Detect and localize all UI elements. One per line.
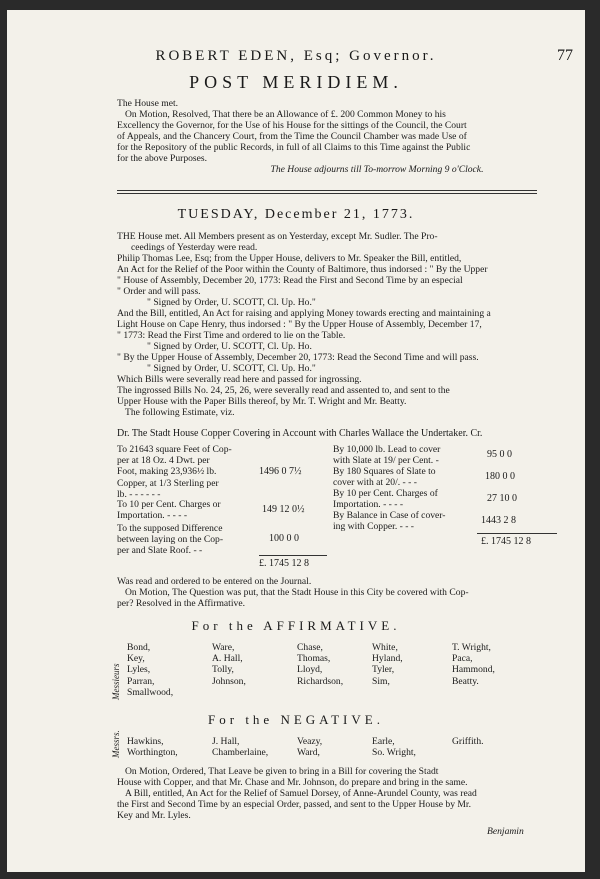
text-line: for the above Purposes. <box>117 153 208 164</box>
member-name: Veazy, <box>297 736 323 747</box>
text-line: Was read and ordered to be entered on the Journal. <box>117 576 312 587</box>
text-line: THE House met. All Members present as on Yesterday, except Mr. Sudler. The Pro- <box>117 231 438 242</box>
member-name: Ware, <box>212 642 235 653</box>
text-line: with Slate at 19/ per Cent. - <box>333 455 439 467</box>
member-name: Bond, <box>127 642 151 653</box>
negative-column <box>372 736 416 758</box>
debit-amount: 100 0 0 <box>269 533 299 544</box>
member-name: A. Hall, <box>212 653 243 665</box>
messieurs-label: Messieurs <box>111 663 121 700</box>
text-line: lb. - - - - - - <box>117 488 161 500</box>
credit-entry <box>333 466 473 488</box>
text-line: On Motion, Resolved, That there be an Allowance of £. 200 Common Money to his <box>125 109 446 120</box>
text-line: per? Resolved in the Affirmative. <box>117 598 245 609</box>
negative-heading: For the NEGATIVE. <box>208 712 384 727</box>
credit-entry <box>333 444 473 466</box>
text-line: A Bill, entitled, An Act for the Relief of Samuel Dorsey, of Anne-Arundel County, was read <box>125 788 477 799</box>
affirmative-column <box>452 642 495 687</box>
divider <box>117 190 537 191</box>
member-name: Tolly, <box>212 664 234 676</box>
text-line: per and Slate Roof. - - <box>117 545 203 557</box>
date-heading: TUESDAY, December 21, 1773. <box>177 207 415 222</box>
running-header: ROBERT EDEN, Esq; Governor. <box>155 48 437 64</box>
text-line: By 10,000 lb. Lead to cover <box>333 444 441 455</box>
member-name: Chamberlaine, <box>212 747 269 759</box>
credit-amount: 95 0 0 <box>487 449 512 460</box>
text-line: The following Estimate, viz. <box>125 407 235 418</box>
member-name: J. Hall, <box>212 736 240 747</box>
member-name: Earle, <box>372 736 395 747</box>
member-name: Sim, <box>372 675 390 687</box>
member-name: T. Wright, <box>452 642 491 653</box>
text-line: Which Bills were severally read here and passed for ingrossing. <box>117 374 362 385</box>
document-page <box>7 10 585 872</box>
credit-amount: 1443 2 8 <box>481 515 516 526</box>
text-line: " By the Upper House of Assembly, December 20, 1773: Read the Second Time and will pass. <box>117 352 479 363</box>
closing-paragraph <box>117 766 557 821</box>
affirmative-column <box>297 642 343 687</box>
text-line: By 180 Squares of Slate to <box>333 466 436 477</box>
catchword: Benjamin <box>487 826 524 837</box>
text-line: Excellency the Governor, for the Use of his House for the sittings of the Council, the Court <box>117 120 467 131</box>
text-line: " Signed by Order, U. SCOTT, Cl. Up. Ho. <box>147 341 312 352</box>
text-line: ing with Copper. - - - <box>333 521 415 533</box>
text-line: By 10 per Cent. Charges of <box>333 488 438 499</box>
member-name: Hammond, <box>452 664 495 676</box>
text-line: Importation. - - - - <box>333 499 404 511</box>
affirmative-column <box>372 642 403 687</box>
debit-total: £. 1745 12 8 <box>259 558 309 569</box>
pm-paragraph <box>117 98 557 175</box>
member-name: Paca, <box>452 653 473 665</box>
debit-amount: 149 12 0½ <box>262 504 305 515</box>
affirmative-column <box>212 642 246 687</box>
negative-column <box>127 736 178 758</box>
member-name: Lloyd, <box>297 664 323 676</box>
text-line: On Motion, Ordered, That Leave be given to bring in a Bill for covering the Stadt <box>125 766 439 777</box>
text-line: An Act for the Relief of the Poor within the County of Baltimore, thus indorsed : " By the Upper <box>117 264 488 275</box>
text-line: By Balance in Case of cover- <box>333 510 446 521</box>
text-line: cover with at 20/. - - - <box>333 477 417 489</box>
negative-column <box>297 736 322 758</box>
text-line: The ingrossed Bills No. 24, 25, 26, were severally read and assented to, and sent to the <box>117 385 450 396</box>
text-line: " Signed by Order, U. SCOTT, Cl. Up. Ho." <box>147 297 316 308</box>
credit-entry <box>333 510 473 532</box>
member-name: Beatty. <box>452 675 479 687</box>
text-line: Light House on Cape Henry, thus indorsed : " By the Upper House of Assembly, December 17, <box>117 319 482 330</box>
text-line: for the Repository of the public Records, in full of all Claims to this Time against the Public <box>117 142 471 153</box>
member-name: White, <box>372 642 398 653</box>
text-line: per at 18 Oz. 4 Dwt. per <box>117 455 210 467</box>
divider <box>117 193 537 194</box>
text-line: " Signed by Order, U. SCOTT, Cl. Up. Ho." <box>147 363 316 374</box>
text-line: the First and Second Time by an especial Order, passed, and sent to the Upper House by Mr. <box>117 799 471 810</box>
member-name: Tyler, <box>372 664 395 676</box>
text-line: of Appeals, and the Chancery Court, from the Time the Council Chamber was made Use of <box>117 131 467 142</box>
credit-amount: 27 10 0 <box>487 493 517 504</box>
debit-entry <box>117 444 257 500</box>
messrs-label: Messrs. <box>111 730 121 758</box>
affirmative-heading: For the AFFIRMATIVE. <box>191 618 401 633</box>
member-name: Smallwood, <box>127 686 174 698</box>
credit-total: £. 1745 12 8 <box>481 536 531 547</box>
member-name: Richardson, <box>297 675 344 687</box>
member-name: Griffith. <box>452 736 484 747</box>
text-line: Copper, at 1/3 Sterling per <box>117 477 219 489</box>
total-rule <box>477 533 557 534</box>
text-line: To the supposed Difference <box>117 523 223 534</box>
member-name: So. Wright, <box>372 747 416 759</box>
total-rule <box>259 555 327 556</box>
member-name: Lyles, <box>127 664 151 676</box>
affirmative-column <box>127 642 173 698</box>
post-meridiem-heading: POST MERIDIEM. <box>189 72 403 92</box>
text-line: And the Bill, entitled, An Act for raising and applying Money towards erecting and maintaining a <box>117 308 491 319</box>
text-line: Philip Thomas Lee, Esq; from the Upper House, delivers to Mr. Speaker the Bill, entitled, <box>117 253 462 264</box>
negative-column <box>212 736 268 758</box>
debit-amount: 1496 0 7½ <box>259 466 302 477</box>
text-line: " Order and will pass. <box>117 286 201 297</box>
member-name: Hawkins, <box>127 736 164 747</box>
page-number: 77 <box>557 47 573 64</box>
debit-entry <box>117 499 257 521</box>
text-line: " 1773: Read the First Time and ordered to lie on the Table. <box>117 330 346 341</box>
text-line: Upper House with the Paper Bills thereof, by Mr. T. Wright and Mr. Beatty. <box>117 396 407 407</box>
adjourn-line: The House adjourns till To-morrow Morning 9 o'Clock. <box>270 164 484 175</box>
member-name: Johnson, <box>212 675 246 687</box>
text-line: ceedings of Yesterday were read. <box>131 242 258 253</box>
text-line: Key and Mr. Lyles. <box>117 810 191 821</box>
member-name: Worthington, <box>127 747 178 759</box>
credit-amount: 180 0 0 <box>485 471 515 482</box>
member-name: Key, <box>127 653 145 665</box>
account-title: Dr. The Stadt House Copper Covering in Account with Charles Wallace the Undertaker. Cr. <box>117 428 483 439</box>
text-line: Foot, making 23,936½ lb. <box>117 466 217 478</box>
member-name: Parran, <box>127 675 155 687</box>
negative-column <box>452 736 484 747</box>
text-line: To 10 per Cent. Charges or <box>117 499 221 510</box>
member-name: Thomas, <box>297 653 331 665</box>
text-line: Importation. - - - - <box>117 510 188 522</box>
text-line: House with Copper, and that Mr. Chase and Mr. Johnson, do prepare and bring in the same. <box>117 777 468 788</box>
text-line: The House met. <box>117 98 179 109</box>
text-line: To 21643 square Feet of Cop- <box>117 444 232 455</box>
after-estimate-text <box>117 576 557 609</box>
member-name: Chase, <box>297 642 323 653</box>
text-line: between laying on the Cop- <box>117 534 224 546</box>
text-line: " House of Assembly, December 20, 1773: Read the First and Second Time by an especial <box>117 275 463 286</box>
debit-entry <box>117 523 257 557</box>
member-name: Hyland, <box>372 653 403 665</box>
credit-entry <box>333 488 473 510</box>
member-name: Ward, <box>297 747 320 759</box>
tuesday-proceedings <box>117 231 557 418</box>
text-line: On Motion, The Question was put, that the Stadt House in this City be covered with Cop- <box>125 587 469 598</box>
